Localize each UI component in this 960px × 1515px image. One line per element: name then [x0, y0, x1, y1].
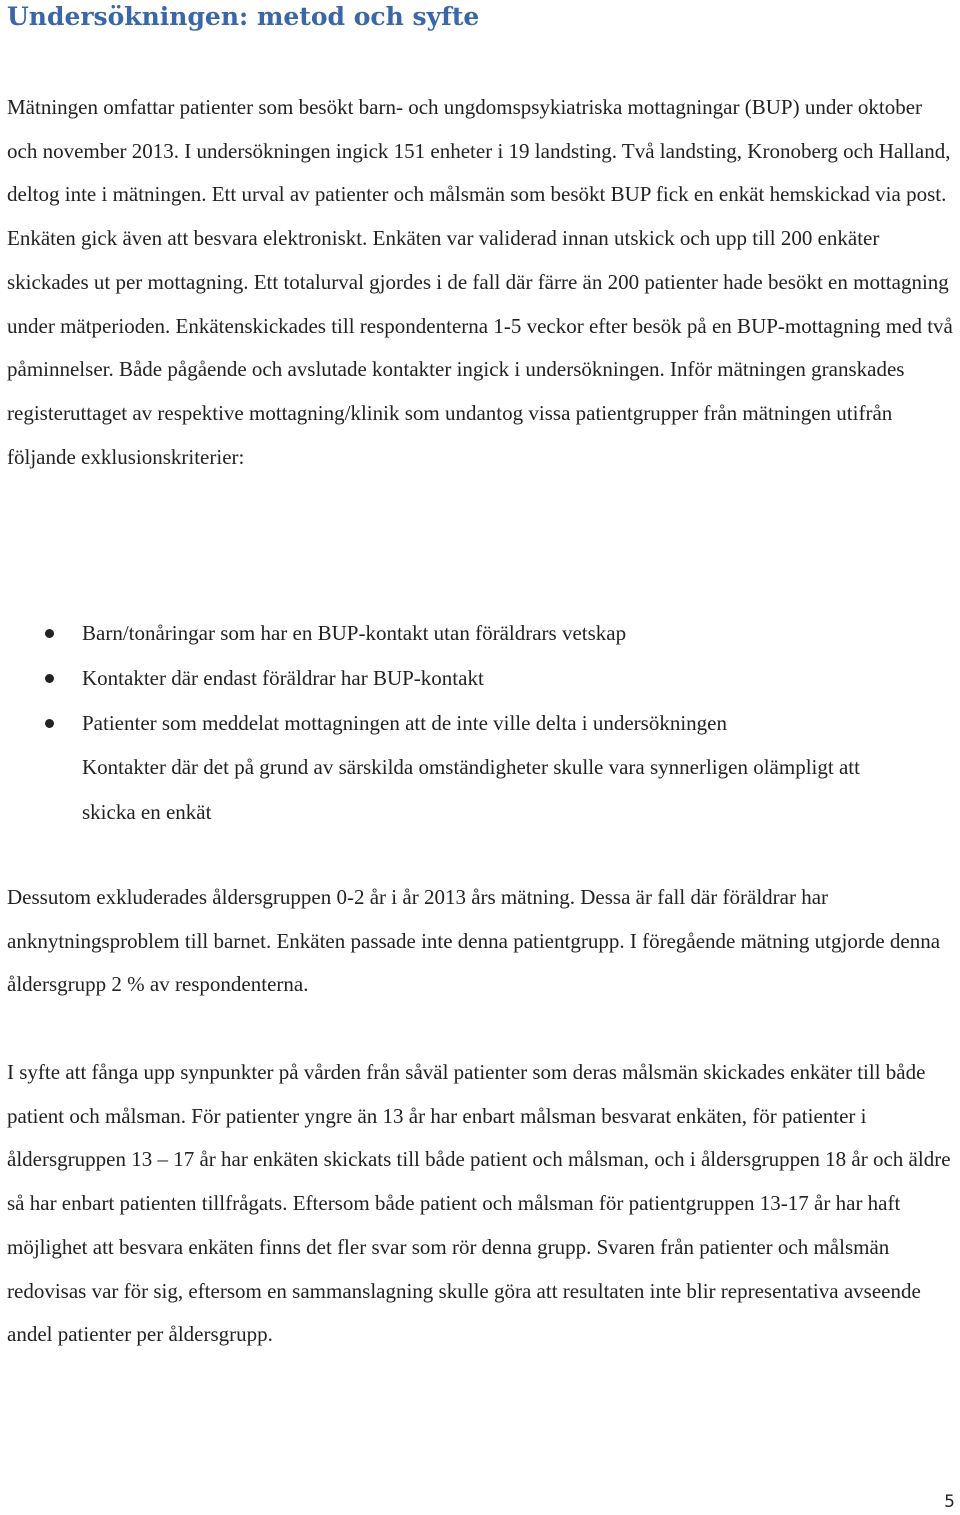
- bullet-icon: [45, 629, 54, 638]
- age-exclusion-paragraph: Dessutom exkluderades åldersgruppen 0-2 år i år 2013 års mätning. Dessa är fall där föräldrar har anknytningsproblem till barnet. Enkäten passade inte denna patientgrupp. I föregående mätning utgjorde denna åldersgrupp 2 % av respondenterna.: [7, 885, 941, 997]
- purpose-paragraph: I syfte att fånga upp synpunkter på vården från såväl patienter som deras målsmän skickades enkäter till både patient och målsman. För patienter yngre än 13 år har enbart målsman besvarat enkäten, för patienter i åldersgruppen 13 – 17 år har enkäten skickats till både patient och målsman, och i åldersgruppen 18 år och äldre så har enbart patienten tillfrågats. Eftersom både patient och målsman för patientgruppen 13-17 år har haft möjlighet att besvara enkäten finns det fler svar som rör denna grupp. Svaren från patienter och målsmän redovisas var för sig, eftersom en sammanslagning skulle göra att resultaten inte blir representativa avseende andel patienter per åldersgrupp.: [7, 1060, 951, 1347]
- list-item-text: Kontakter där endast föräldrar har BUP-kontakt: [82, 665, 484, 690]
- list-item-text: Barn/tonåringar som har en BUP-kontakt utan föräldrars vetskap: [82, 621, 627, 645]
- method-paragraph: Mätningen omfattar patienter som besökt barn- och ungdomspsykiatriska mottagningar (BUP) under oktober och november 2013. I undersökningen ingick 151 enheter i 19 landsting. Två landsting, Kronoberg och Halland, deltog inte i mätningen. Ett urval av patienter och målsmän som besökt BUP fick en enkät hemskickad via post. Enkäten gick även att besvara elektroniskt. Enkäten var validerad innan utskick och upp till 200 enkäter skickades ut per mottagning. Ett totalurval gjordes i de fall där färre än 200 patienter hade besökt en mottagning under mätperioden. Enkätenskickades till respondenterna 1-5 veckor efter besök på en BUP-mottagning med två påminnelser. Både pågående och avslutade kontakter ingick i undersökningen. Inför mätningen granskades registeruttaget av respektive mottagning/klinik som undantog vissa patientgrupper från mätningen utifrån följande exklusionskriterier:: [7, 95, 953, 469]
- exclusion-criteria-list: [0, 611, 960, 835]
- list-item: [0, 656, 960, 701]
- list-item: [0, 611, 960, 656]
- list-item-text: Kontakter där det på grund av särskilda omständigheter skulle vara synnerligen olämpligt att skicka en enkät: [82, 755, 860, 825]
- section-heading: Undersökningen: metod och syfte: [7, 2, 480, 31]
- bullet-icon: [45, 719, 54, 728]
- page-number: 5: [944, 1492, 955, 1512]
- list-item: [0, 701, 960, 746]
- list-item: [0, 745, 960, 835]
- list-item-text: Patienter som meddelat mottagningen att de inte ville delta i undersökningen: [82, 710, 728, 735]
- bullet-icon: [45, 674, 54, 683]
